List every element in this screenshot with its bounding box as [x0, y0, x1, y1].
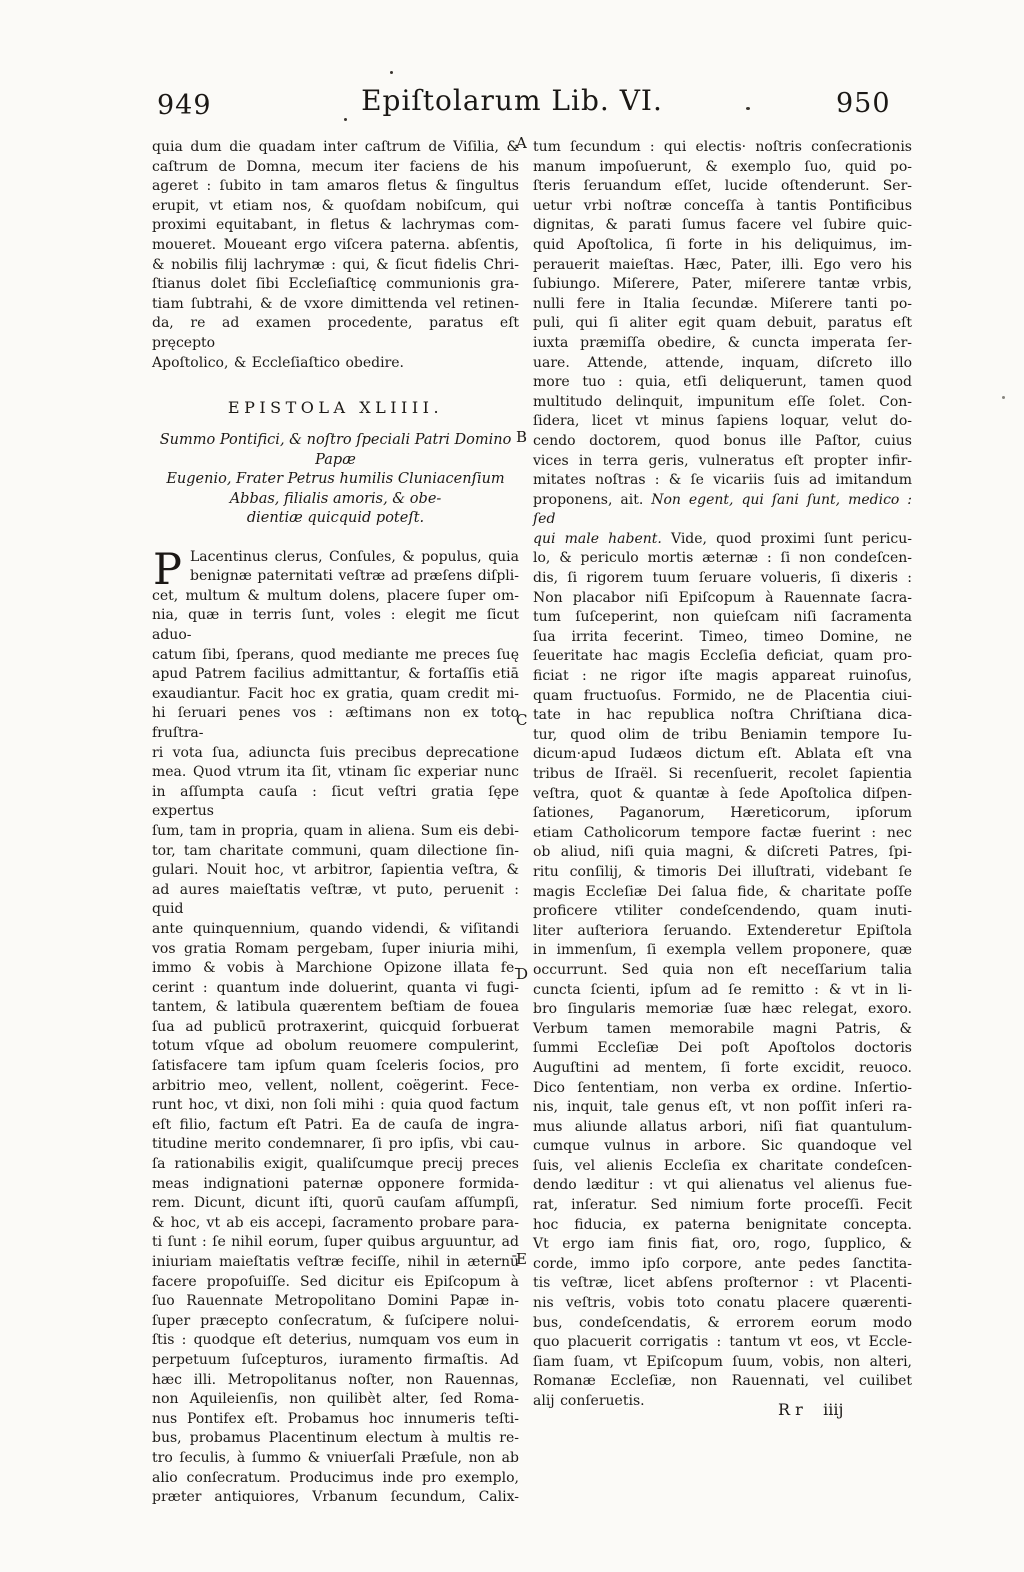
- text-line: titudine merito condemnarer, ſi pro ipſis, vbi cau-: [152, 1136, 519, 1153]
- text-line: quam fructuoſus. Formido, ne de Placentia ciui-: [533, 687, 912, 704]
- text-line: Auguſtini ad mentem, ſi forte excidit, reuoco.: [533, 1059, 912, 1076]
- body-paragraph: [533, 138, 912, 1412]
- text-line: tor, tam charitate communi, quam dilectione ſin-: [152, 842, 519, 859]
- text-line: lo, & periculo mortis æternæ : ſi non condeſcen-: [533, 550, 912, 567]
- text-line: erupit, vt etiam nos, & quoſdam nobiſcum, qui: [152, 197, 519, 214]
- text-line: tiam ſubtrahi, & de vxore dimittenda vel retinen-: [152, 295, 519, 312]
- text-line: dicum·apud Iudæos dictum eſt. Ablata eſt vna: [533, 746, 912, 763]
- text-line: ritu conſilij, & timoris Dei illuſtrati, videbant ſe: [533, 863, 912, 880]
- text-line: & hoc, vt ab eis accepi, ſacramento probare para-: [152, 1214, 519, 1231]
- text-line: ſubiungo. Miſerere, Pater, miſerere tantæ vrbis,: [533, 276, 912, 293]
- text-line: dendo læditur : vt qui alienatus vel alienus fue-: [533, 1177, 912, 1194]
- text-line: non Aquileienſis, non quilibèt alter, ſed Roma-: [152, 1391, 519, 1408]
- text-line: cumque vulnus in arbore. Sic quandoque vel: [533, 1138, 912, 1155]
- text-line: ad aures maieſtatis veſtræ, vt puto, peruenit : quid: [152, 881, 519, 918]
- text-line: multitudo delinquit, impunitum eſſe ſolet. Con-: [533, 393, 912, 410]
- text-line: cuncta ſcienti, ipſum ad ſe remitto : & vt in li-: [533, 981, 912, 998]
- text-line: quia dum die quadam inter caſtrum de Viſilia, &: [152, 139, 519, 155]
- text-line: in aſſumpta cauſa : ſicut veſtri gratia ſępe expertus: [152, 783, 519, 820]
- text-line: rat, inſeratur. Sed nimium forte proceſſi. Fecit: [533, 1197, 912, 1214]
- text-line: Lacentinus clerus, Conſules, & populus, quia: [190, 548, 519, 565]
- text-line: rem. Dicunt, dicunt iſti, quorū cauſam aſſumpſi,: [152, 1195, 519, 1212]
- text-line: tum ſecundum : qui electis· noſtris conſecrationis: [533, 139, 912, 155]
- epistle-subheading: [152, 431, 519, 529]
- scan-speck: [746, 107, 750, 110]
- text-line: meas indignationi paternæ opponere formida-: [152, 1175, 519, 1192]
- right-column: [533, 138, 912, 1508]
- text-line: cerint : quantum inde doluerint, quanta vi fugi-: [152, 979, 519, 996]
- text-line: etiam Catholicorum tempore factæ fuerint : nec: [533, 824, 912, 841]
- text-line: runt hoc, vt dixi, non ſoli mihi : quia quod factum: [152, 1097, 519, 1114]
- body-paragraph: [152, 138, 519, 373]
- text-line: qui male habent. Vide, quod proximi ſunt pericu-: [533, 530, 912, 547]
- text-line: benignæ paternitati veſtræ ad præſens diſpli-: [190, 568, 519, 585]
- text-line: Verbum tamen memorabile magni Patris, &: [533, 1020, 912, 1037]
- text-line: iuxta præmiſſa obedire, & cuncta imperata ſer-: [533, 334, 912, 351]
- text-line: perauerit maieſtas. Hæc, Pater, illi. Ego vero his: [533, 256, 912, 273]
- text-line: Dico ſententiam, non verba ex ordine. Inſertio-: [533, 1079, 912, 1096]
- text-line: more tuo : quia, etſi deliquerunt, tamen quod: [533, 374, 912, 391]
- text-line: Romanæ Eccleſiæ, non Rauennati, vel cuilibet: [533, 1373, 912, 1390]
- text-line: proficere vtiliter condeſcendendo, quam inuti-: [533, 903, 912, 920]
- text-line: ſua ad publicū protraxerint, quicquid ſorbuerat: [152, 1018, 519, 1035]
- text-line: Vt ergo iam finis fiat, oro, rogo, ſupplico, &: [533, 1236, 912, 1253]
- text-line: vices in terra geris, vulneratus eſt propter infir-: [533, 452, 912, 469]
- body-paragraph: [152, 544, 519, 1508]
- text-line: magis Eccleſiæ Dei ſalua fide, & charitate poſſe: [533, 883, 912, 900]
- text-line: uetur vrbi noſtræ conceſſa à tantis Pontificibus: [533, 197, 912, 214]
- text-line: ſuo Rauennate Metropolitano Domini Papæ in-: [152, 1293, 519, 1310]
- text-line: puli, qui ſi aliter egit quam debuit, paratus eſt: [533, 315, 912, 332]
- text-line: uare. Attende, attende, inquam, diſcreto illo: [533, 354, 912, 371]
- text-line: & nobilis filij lachrymæ : qui, & ſicut fidelis Chri-: [152, 256, 519, 273]
- text-line: moueret. Moueant ergo viſcera paterna. abſentis,: [152, 236, 519, 253]
- text-line: hoc fiducia, ex paterna benignitate concepta.: [533, 1216, 912, 1233]
- subheading-line: Abbas, filialis amoris, & obe-: [229, 490, 442, 507]
- text-line: proximi equitabant, in fletus & lachrymas com-: [152, 217, 519, 234]
- page-number-right: 950: [836, 88, 891, 119]
- text-line: ſa rationabilis exigit, qualiſcumque precij preces: [152, 1156, 519, 1173]
- text-line: nus Pontifex eſt. Probamus hoc innumeris teſti-: [152, 1410, 519, 1427]
- drop-cap: P: [153, 544, 182, 595]
- text-line: ficiat : ne rigor iſte magis appareat ruinoſus,: [533, 668, 912, 685]
- text-line: ſtis : quodque eſt deterius, numquam vos eum in: [152, 1332, 519, 1349]
- text-line: ſteris ſeruandum eſſet, lucide oſtenderunt. Ser-: [533, 178, 912, 195]
- text-line: Apoſtolico, & Eccleſiaſtico obedire.: [152, 354, 404, 371]
- text-line: ſuis, vel alienis Eccleſia ex charitate condeſcen-: [533, 1157, 912, 1174]
- scan-speck: [344, 118, 347, 121]
- text-line: cendo doctorem, quod bonus ille Paſtor, cuius: [533, 432, 912, 449]
- text-line: ſum, tam in propria, quam in aliena. Sum eis debi-: [152, 822, 519, 839]
- text-line: dignitas, & parati ſumus facere vel ſubire quic-: [533, 217, 912, 234]
- text-line: veſtra, quot & quantæ à ſede Apoſtolica diſpen-: [533, 785, 912, 802]
- epistle-heading: EPISTOLA XLIIII.: [227, 398, 444, 418]
- text-line: facere propoſuiſſe. Sed dicitur eis Epiſcopum à: [152, 1273, 519, 1290]
- text-line: nis veſtris, vobis toto conatu placere quærenti-: [533, 1295, 912, 1312]
- text-line: bus, probamus Placentinum electum à multis re-: [152, 1430, 519, 1447]
- text-line: nia, quæ in terris ſunt, voles : elegit me ſicut aduo-: [152, 607, 519, 643]
- text-line: in immenſum, ſi exempla vellem proponere, quæ: [533, 942, 912, 959]
- text-line: exaudiantur. Facit hoc ex gratia, quam credit mi-: [152, 685, 519, 702]
- subheading-line: Summo Pontifici, & noſtro ſpeciali Patri Domino Papæ: [159, 432, 512, 468]
- text-line: quo placuerit corrigatis : tantum vt eos, vt Eccle-: [533, 1334, 912, 1351]
- text-line: catum ſibi, ſperans, quod mediante me preces ſuę: [152, 646, 519, 663]
- text-line: Non placabor niſi Epiſcopum à Rauennate ſacra-: [533, 589, 912, 606]
- text-line: nis, inquit, tale genus eſt, vt non poſſit inſeri ra-: [533, 1099, 912, 1116]
- text-line: ſatisfacere tam ipſum quam ſceleris ſocios, pro: [152, 1058, 519, 1075]
- text-line: ſtianus dolet ſibi Eccleſiaſticę communionis gra-: [152, 276, 519, 293]
- text-line: ri vota ſua, adiuncta ſuis precibus deprecatione: [152, 744, 519, 761]
- text-line: tribus de Iſraël. Si recenſuerit, recolet ſapientia: [533, 766, 912, 782]
- text-line: ſationes, Paganorum, Hæreticorum, ipſorum: [533, 805, 912, 822]
- text-line: corde, immo ipſo corpore, ante pedes ſanctita-: [533, 1255, 912, 1272]
- text-line: tantem, & latibula quærentem beſtiam de fouea: [152, 999, 519, 1016]
- text-line: eſt filio, factum eſt Patri. Ea de cauſa de ingra-: [152, 1116, 519, 1133]
- margin-letter-c: C: [516, 711, 528, 729]
- text-line: alij conſeruetis.: [533, 1393, 645, 1409]
- margin-letter-e: E: [516, 1250, 527, 1268]
- text-line: liter auſteriora ſeruando. Extenderetur Epiſtola: [533, 922, 912, 939]
- text-line: nulli fere in Italia ſecundæ. Miſerere tanti po-: [533, 295, 912, 312]
- page-number-left: 949: [157, 90, 212, 121]
- text-line: mitates noſtras : & ſe vicariis ſuis ad imitandum: [533, 472, 912, 489]
- text-line: ti ſunt : ſe nihil eorum, ſuper quibus arguuntur, ad: [152, 1234, 519, 1251]
- text-line: ſidera, licet vt minus ſapiens loquar, velut do-: [533, 413, 912, 430]
- text-line: mea. Quod vtrum ita ſit, vtinam ſic experiar nunc: [152, 764, 519, 781]
- signature-mark: R r iiij: [778, 1400, 844, 1419]
- text-line: dis, ſi rigorem tuum ſeruare volueris, ſi dixeris :: [533, 570, 912, 587]
- text-line: cet, multum & multum dolens, placere ſuper om-: [152, 587, 519, 604]
- text-line: alio conſecratum. Producimus inde pro exemplo,: [152, 1469, 519, 1486]
- text-line: occurrunt. Sed quia non eſt neceſſarium talia: [533, 961, 912, 978]
- text-line: gulari. Nouit hoc, vt arbitror, ſapientia veſtra, &: [152, 862, 519, 879]
- text-columns: [152, 138, 912, 1508]
- running-title: Epiſtolarum Lib. VI.: [361, 84, 663, 117]
- text-line: apud Patrem facilius admittantur, & fortaſſis etiā: [152, 666, 519, 683]
- text-line: vos gratia Romam pergebam, ſuper iniuria mihi,: [152, 940, 519, 957]
- text-line: tate in hac republica noſtra Chriſtiana dica-: [533, 707, 912, 724]
- text-line: mus aliunde allatus arbori, niſi fiat quantulum-: [533, 1118, 912, 1135]
- text-line: hæc illi. Metropolitanus noſter, non Rauennas,: [152, 1371, 519, 1388]
- text-line: manum impoſuerunt, & exemplo ſuo, quid po-: [533, 158, 912, 175]
- text-line: tum ſuſceperint, non quieſcam niſi ſacramenta: [533, 609, 912, 626]
- text-line: ſiam ſuam, vt Epiſcopum ſuum, vobis, non alteri,: [533, 1353, 912, 1370]
- text-line: hi ſeruari penes vos : æſtimans non ex toto fruſtra-: [152, 705, 519, 741]
- text-line: ob aliud, niſi quia magni, & diſcreti Patres, ſpi-: [533, 844, 912, 861]
- margin-letter-d: D: [516, 965, 529, 983]
- margin-letter-a: A: [516, 134, 527, 152]
- text-line: bus, condeſcendatis, & errorem eorum modo: [533, 1314, 912, 1331]
- left-column: [152, 138, 519, 1508]
- text-line: iniuriam maieſtatis veſtræ feciſſe, nihil in æternū: [152, 1254, 519, 1270]
- text-line: bro ſingularis memoriæ ſuæ hæc relegat, exoro.: [533, 1001, 912, 1018]
- text-line: arbitrio meo, vellent, nollent, coëgerint. Fece-: [152, 1077, 519, 1094]
- text-line: da, re ad examen procedente, paratus eſt pręcepto: [152, 315, 519, 351]
- text-line: præter antiquiores, Vrbanum ſecundum, Calix-: [152, 1489, 519, 1506]
- text-line: tro ſeculis, à ſummo & vniuerſali Præſule, non ab: [152, 1449, 519, 1466]
- text-line: tis veſtræ, licet abſens proſternor : vt Placenti-: [533, 1275, 912, 1292]
- text-line: ageret : ſubito in tam amaros fletus & ſingultus: [152, 178, 519, 195]
- scan-speck: [390, 71, 393, 74]
- text-line: caſtrum de Domna, mecum iter faciens de his: [152, 158, 519, 175]
- margin-letter-b: B: [516, 428, 528, 446]
- text-line: tur, quod olim de tribu Beniamin tempore Iu-: [533, 726, 912, 743]
- text-line: quid Apoſtolica, ſi forte in his deliquimus, im-: [533, 236, 912, 253]
- text-line: immo & vobis à Marchione Opizone illata fe-: [152, 960, 519, 977]
- text-line: perpetuum ſuſcepturos, iuramento firmaſtis. Ad: [152, 1351, 519, 1368]
- text-line: ſua irrita fecerint. Timeo, timeo Domine, ne: [533, 628, 912, 645]
- scan-speck: [1002, 396, 1005, 399]
- text-line: ſeueritate hac magis Eccleſia deficiat, quam pro-: [533, 648, 912, 665]
- subheading-line: Eugenio, Frater Petrus humilis Cluniacenſium: [166, 471, 505, 488]
- text-line: ante quinquennium, quando videndi, & viſitandi: [152, 920, 519, 937]
- text-line: ſuper præcepto conſecratum, & ſuſcipere nolui-: [152, 1312, 519, 1329]
- text-line: totum vſque ad obolum reuomere compulerint,: [152, 1038, 519, 1055]
- subheading-line: dientiæ quicquid poteſt.: [246, 510, 425, 527]
- text-line: proponens, ait. Non egent, qui ſani ſunt, medico : ſed: [533, 491, 912, 528]
- text-line: ſummi Eccleſiæ Dei poſt Apoſtolos doctoris: [533, 1040, 912, 1057]
